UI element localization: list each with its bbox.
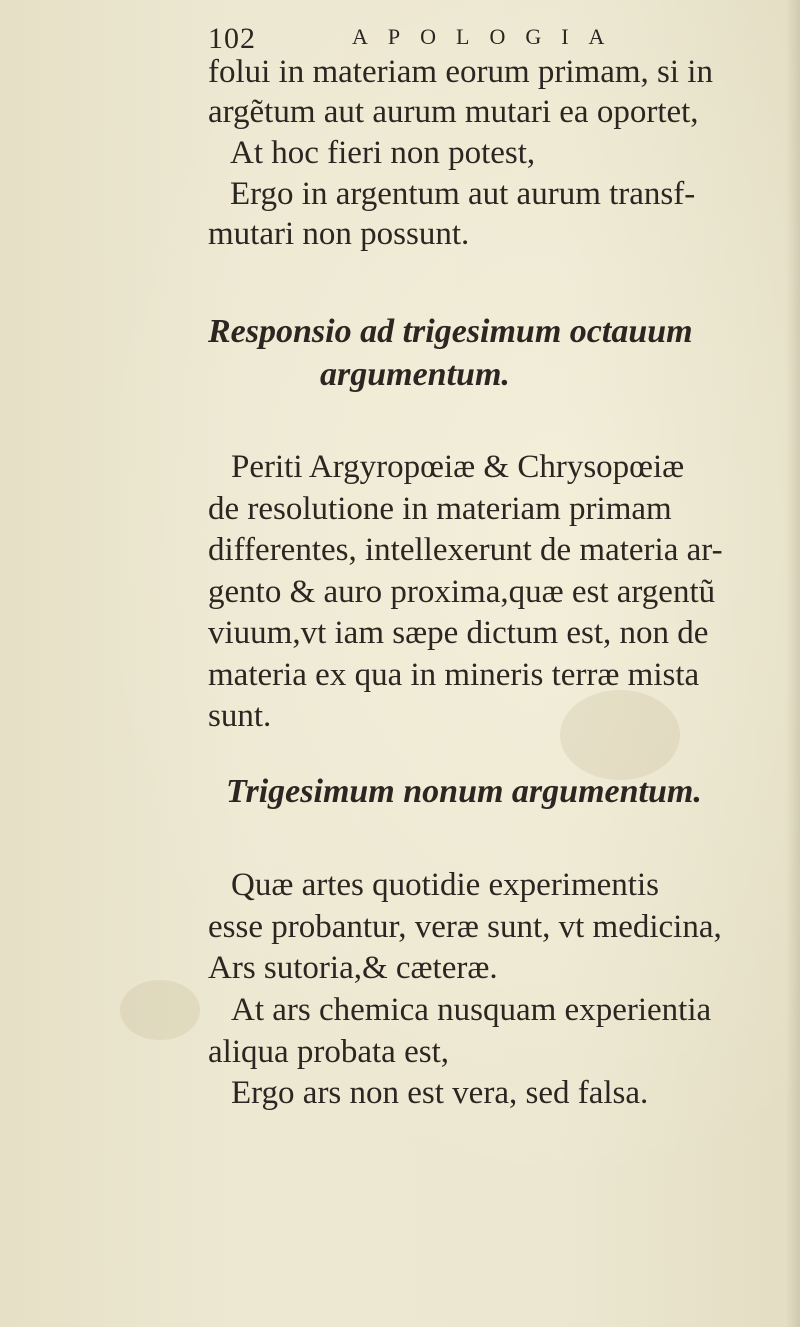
text-line: At ars chemica nusquam experientia: [231, 992, 712, 1028]
text-line: esse probantur, veræ sunt, vt medicina,: [208, 909, 722, 945]
page-number: 102: [208, 22, 256, 55]
text-line: sunt.: [208, 698, 272, 734]
text-line: Ergo ars non est vera, sed falsa.: [231, 1075, 649, 1111]
section-heading: Responsio ad trigesimum octauum: [208, 313, 693, 350]
text-line: materia ex qua in mineris terræ mista: [208, 657, 700, 693]
text-line: At hoc fieri non potest,: [230, 135, 536, 171]
text-line: Periti Argyropœiæ & Chrysopœiæ: [231, 449, 685, 485]
text-line: Quæ artes quotidie experimentis: [231, 867, 659, 903]
paper-stain: [560, 690, 680, 780]
section-heading: argumentum.: [320, 356, 510, 393]
running-head: APOLOGIA: [352, 24, 625, 49]
page-edge-shadow: [786, 0, 800, 1327]
text-line: folui in materiam eorum primam, si in: [208, 54, 713, 90]
text-line: de resolutione in materiam primam: [208, 491, 672, 527]
text-line: aliqua probata est,: [208, 1034, 449, 1070]
section-heading: Trigesimum nonum argumentum.: [226, 773, 702, 810]
text-line: differentes, intellexerunt de materia ar-: [208, 532, 723, 568]
text-line: Ergo in argentum aut aurum transf-: [230, 176, 696, 212]
text-line: argẽtum aut aurum mutari ea oportet,: [208, 94, 699, 130]
text-line: mutari non possunt.: [208, 216, 470, 252]
paper-stain: [120, 980, 200, 1040]
text-line: Ars sutoria,& cæteræ.: [208, 950, 498, 986]
text-line: viuum,vt iam sæpe dictum est, non de: [208, 615, 709, 651]
text-line: gento & auro proxima,quæ est argentũ: [208, 574, 716, 610]
